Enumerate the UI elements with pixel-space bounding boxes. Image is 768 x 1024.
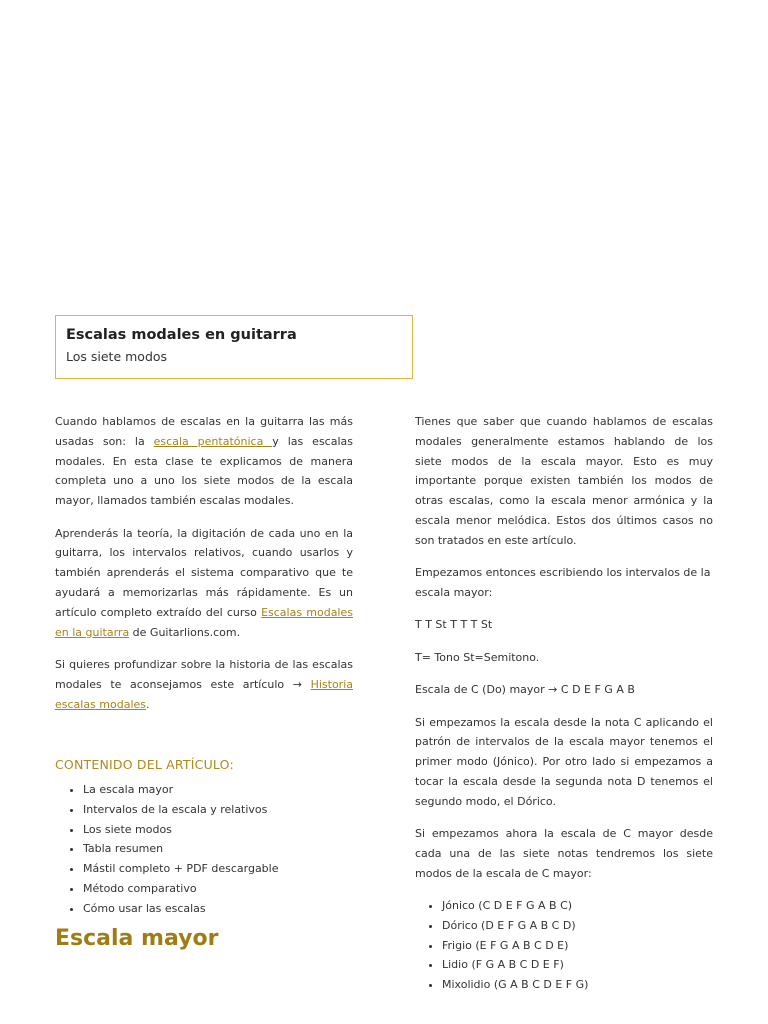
pentatonic-link[interactable]: escala pentatónica (153, 434, 273, 448)
toc-item-intervalos[interactable]: • Intervalos de la escala y relativos (83, 800, 383, 820)
article-title-box (55, 315, 413, 379)
course-link[interactable]: Escalas modales en la guitarra (55, 605, 353, 639)
course-text-after: de Guitarlions.com. (129, 625, 241, 639)
intervals-intro-paragraph: Empezamos entonces escribiendo los intervalos de la escala mayor: (415, 566, 711, 599)
history-paragraph (55, 655, 353, 714)
mode-item-jonico: • Jónico (C D E F G A B C) (442, 896, 713, 916)
table-of-contents (55, 780, 383, 919)
course-text-before: Aprenderás la teoría, la digitación de cada uno en la guitarra, los intervalos relativos, cuando usarlos y también aprenderás el sistema comparativo que te ayudará a memorizarlas más rápidamente. Es un artículo completo extraído del curso (55, 526, 353, 619)
toc-item-mastil-pdf[interactable]: • Mástil completo + PDF descargable (83, 859, 383, 879)
modes-intro-paragraph: Tienes que saber que cuando hablamos de escalas modales generalmente estamos hablando de los siete modos de la escala mayor. Esto es muy importante porque existen también los modos de otras escalas, como la escala menor armónica y la escala menor melódica. Estos dos últimos casos no son tratados en este artículo. (415, 415, 713, 547)
toc-item-como-usar[interactable]: • Cómo usar las escalas (83, 899, 383, 919)
section-heading-escala-mayor: Escala mayor (55, 926, 219, 951)
seven-modes-paragraph: Si empezamos ahora la escala de C mayor desde cada una de las siete notas tendremos los siete modos de la escala de C mayor: (415, 827, 713, 880)
right-column (415, 412, 713, 995)
history-text-after: . (146, 697, 150, 711)
left-column (55, 412, 353, 727)
interval-legend: T= Tono St=Semitono. (415, 650, 540, 664)
mode-item-frigio: • Frigio (E F G A B C D E) (442, 936, 713, 956)
history-link[interactable]: Historia escalas modales (55, 677, 353, 711)
c-major-scale: Escala de C (Do) mayor → C D E F G A B (415, 683, 635, 697)
toc-item-tabla-resumen[interactable]: • Tabla resumen (83, 839, 383, 859)
mode-item-mixolidio: • Mixolidio (G A B C D E F G) (442, 975, 713, 995)
toc-item-siete-modos[interactable]: • Los siete modos (83, 820, 383, 840)
modes-list (415, 896, 713, 995)
history-text-before: Si quieres profundizar sobre la historia de las escalas modales te aconsejamos este artículo → (55, 657, 353, 691)
toc-item-metodo-comparativo[interactable]: • Método comparativo (83, 879, 383, 899)
toc-item-la-escala-mayor[interactable]: • La escala mayor (83, 780, 383, 800)
course-paragraph (55, 524, 353, 643)
article-subtitle: Los siete modos (66, 349, 168, 364)
intro-paragraph (55, 412, 353, 511)
article-title: Escalas modales en guitarra (66, 327, 297, 343)
first-mode-paragraph: Si empezamos la escala desde la nota C aplicando el patrón de intervalos de la escala mayor tenemos el primer modo (Jónico). Por otro lado si empezamos a tocar la escala desde la segunda nota D tenemos el segundo modo, el Dórico. (415, 715, 713, 808)
interval-pattern: T T St T T T St (415, 618, 493, 632)
mode-item-lidio: • Lidio (F G A B C D E F) (442, 955, 713, 975)
mode-item-dorico: • Dórico (D E F G A B C D) (442, 916, 713, 936)
toc-heading: CONTENIDO DEL ARTÍCULO: (55, 757, 234, 772)
intro-text-before: Cuando hablamos de escalas en la guitarra las más usadas son: la (55, 415, 353, 448)
intro-text-after: y las escalas modales. En esta clase te explicamos de manera completa uno a uno los siete modos de la escala mayor, llamados también escalas modales. (55, 434, 353, 508)
